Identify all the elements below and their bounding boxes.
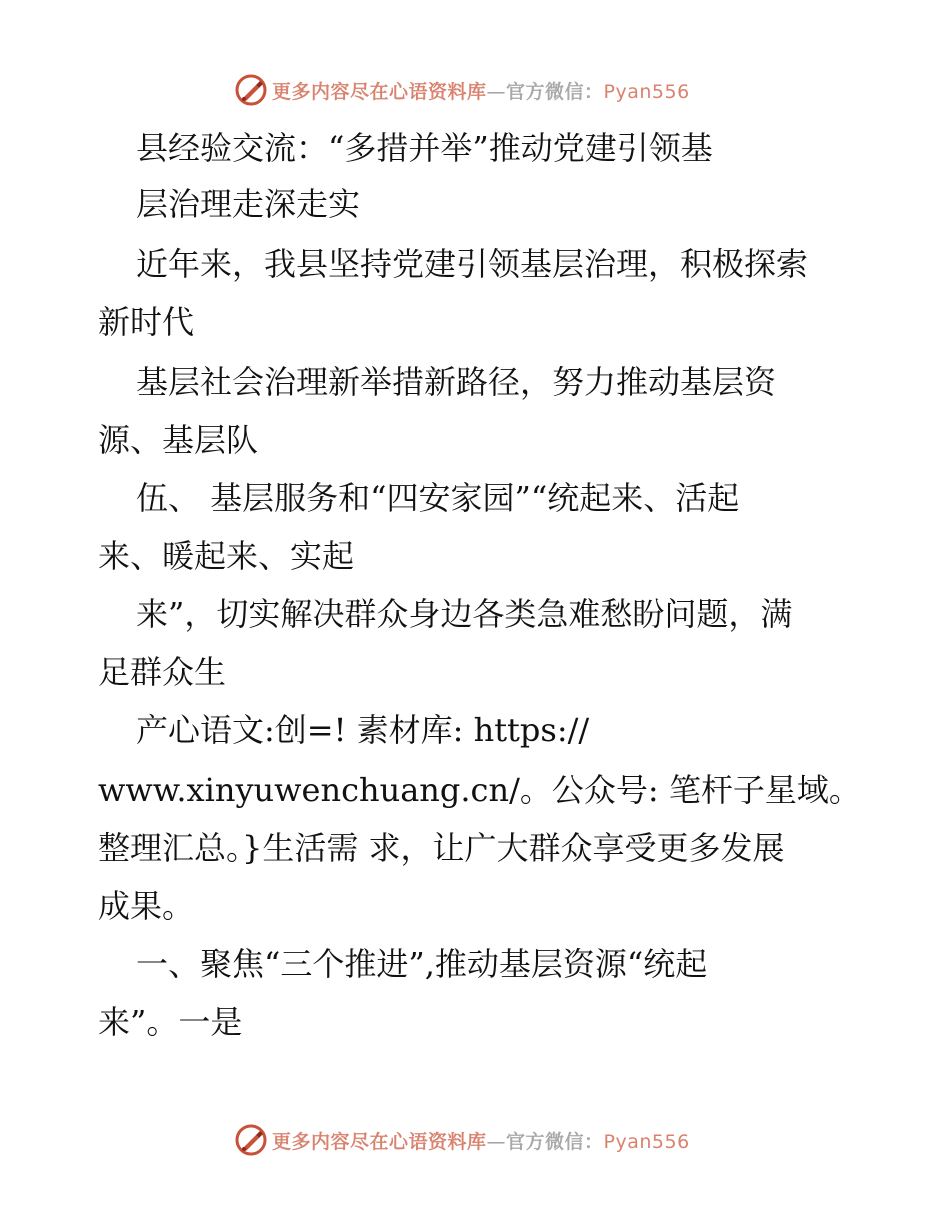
doc-text-line: 基层社会治理新举措新路径，努力推动基层资 (136, 363, 777, 401)
doc-text-line: 足群众生 (98, 653, 227, 691)
doc-text-line: 产心语文:创=! 素材库: https:// (136, 711, 590, 749)
watermark-id: Pyan556 (603, 1130, 690, 1153)
doc-text-line: 源、基层队 (98, 421, 259, 459)
doc-title-line-2: 层治理走深走实 (136, 185, 361, 223)
doc-text-line: 来”。一是 (98, 1003, 243, 1041)
watermark-brand: 更多内容尽在心语资料库 (272, 1130, 487, 1153)
doc-title-line-1: 县经验交流：“多措并举”推动党建引领基 (136, 129, 713, 167)
doc-text-line: 来”，切实解决群众身边各类急难愁盼问题，满 (136, 595, 793, 633)
watermark-separator: — (486, 80, 507, 103)
footer-watermark (234, 1122, 690, 1158)
watermark-label: 官方微信： (506, 1130, 604, 1153)
doc-text-line: 成果。 (98, 887, 195, 925)
doc-section-heading: 一、聚焦“三个推进”,推动基层资源“统起 (136, 945, 708, 983)
doc-text-line: 整理汇总。}生活需 求，让广大群众享受更多发展 (98, 829, 785, 867)
doc-text-line: 近年来，我县坚持党建引领基层治理，积极探索 (136, 245, 809, 283)
watermark-separator: — (486, 1130, 507, 1153)
pen-logo-icon (234, 73, 268, 107)
watermark-label: 官方微信： (506, 80, 604, 103)
pen-logo-icon (234, 1123, 268, 1157)
doc-text-line: 新时代 (98, 303, 195, 341)
watermark-brand: 更多内容尽在心语资料库 (272, 80, 487, 103)
doc-text-line: www.xinyuwenchuang.cn/。公众号: 笔杆子星域。 (98, 771, 861, 809)
header-watermark (234, 72, 690, 108)
watermark-id: Pyan556 (603, 80, 690, 103)
doc-text-line: 伍、 基层服务和“四安家园”“统起来、活起 (136, 479, 740, 517)
doc-text-line: 来、暖起来、实起 (98, 537, 355, 575)
